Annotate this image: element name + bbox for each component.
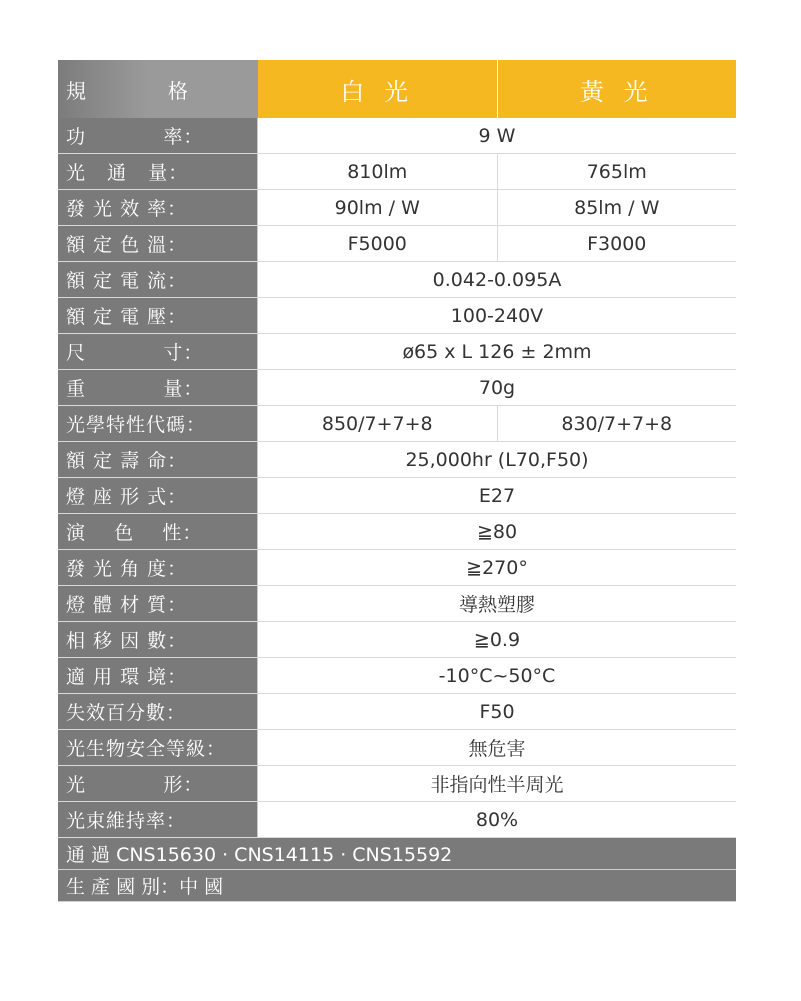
spec-label-text: 光學特性代碼：	[66, 414, 207, 436]
spec-values	[258, 154, 736, 189]
spec-label	[58, 586, 258, 621]
spec-label	[58, 622, 258, 657]
header-spec-label	[58, 60, 258, 118]
header-yellow-light: 黃 光	[497, 60, 737, 118]
spec-row	[58, 226, 736, 262]
spec-value: 70g	[478, 376, 516, 399]
spec-row	[58, 514, 736, 550]
spec-label	[58, 766, 258, 801]
spec-row	[58, 370, 736, 406]
spec-values	[258, 766, 736, 801]
header-row	[58, 60, 736, 118]
spec-label	[58, 406, 258, 441]
spec-values	[258, 514, 736, 549]
spec-value: 850/7+7+8	[321, 412, 433, 435]
spec-label	[58, 802, 258, 837]
spec-values	[258, 262, 736, 297]
spec-label	[58, 730, 258, 765]
spec-value: 810lm	[347, 160, 408, 183]
spec-row	[58, 190, 736, 226]
spec-values	[258, 586, 736, 621]
spec-values	[258, 190, 736, 225]
spec-label	[58, 478, 258, 513]
spec-value: 非指向性半周光	[430, 774, 564, 796]
spec-label-text: 功 率：	[66, 126, 204, 148]
spec-rows	[58, 118, 736, 838]
spec-value: ø65 x L 126 ± 2mm	[402, 340, 592, 363]
spec-label-text: 額 定 電 壓：	[66, 306, 188, 328]
spec-label-text: 發 光 角 度：	[66, 558, 188, 580]
spec-label-text: 發 光 效 率：	[66, 198, 188, 220]
spec-value: 9 W	[478, 124, 516, 147]
spec-label-text: 光 通 量：	[66, 162, 189, 184]
spec-row	[58, 154, 736, 190]
spec-label-text: 額 定 色 溫：	[66, 234, 188, 256]
spec-label-text: 光生物安全等級：	[66, 738, 227, 760]
spec-row	[58, 550, 736, 586]
origin-footer: 生 產 國 別：中 國	[58, 870, 736, 902]
spec-value: E27	[478, 484, 516, 507]
spec-value: 25,000hr (L70,F50)	[405, 448, 589, 471]
spec-value: 830/7+7+8	[497, 406, 737, 441]
spec-values	[258, 298, 736, 333]
spec-value: ≧270°	[466, 556, 528, 579]
spec-label	[58, 190, 258, 225]
spec-row	[58, 802, 736, 838]
spec-label	[58, 262, 258, 297]
spec-label	[58, 442, 258, 477]
header-white-light: 白 光	[258, 60, 497, 118]
spec-value: F50	[479, 700, 515, 723]
spec-label-text: 演 色 性：	[66, 522, 203, 544]
spec-row	[58, 406, 736, 442]
spec-label-text: 燈 體 材 質：	[66, 594, 188, 616]
spec-label	[58, 118, 258, 153]
header-spec-text: 規 格	[66, 78, 189, 103]
spec-label	[58, 334, 258, 369]
spec-row	[58, 730, 736, 766]
spec-label-text: 適 用 環 境：	[66, 666, 188, 688]
spec-value: 80%	[475, 808, 519, 831]
spec-value: 765lm	[497, 154, 737, 189]
spec-value: 導熱塑膠	[458, 594, 535, 616]
spec-label-text: 燈 座 形 式：	[66, 486, 188, 508]
spec-values	[258, 118, 736, 153]
spec-row	[58, 334, 736, 370]
spec-value: ≧80	[476, 520, 518, 543]
spec-row	[58, 658, 736, 694]
spec-label	[58, 370, 258, 405]
spec-value: F5000	[347, 232, 407, 255]
spec-values	[258, 226, 736, 261]
spec-row	[58, 586, 736, 622]
spec-values	[258, 334, 736, 369]
spec-row	[58, 262, 736, 298]
spec-row	[58, 766, 736, 802]
spec-label	[58, 694, 258, 729]
spec-value: 無危害	[468, 738, 526, 760]
spec-values	[258, 550, 736, 585]
spec-row	[58, 622, 736, 658]
certification-footer: 通 過 CNS15630 · CNS14115 · CNS15592	[58, 838, 736, 870]
spec-value: -10°C~50°C	[438, 664, 556, 687]
spec-values	[258, 406, 736, 441]
spec-value: 85lm / W	[497, 190, 737, 225]
spec-values	[258, 442, 736, 477]
spec-label	[58, 550, 258, 585]
spec-row	[58, 694, 736, 730]
spec-row	[58, 442, 736, 478]
spec-table	[58, 60, 736, 902]
spec-label	[58, 226, 258, 261]
spec-value: ≧0.9	[473, 628, 521, 651]
spec-label	[58, 514, 258, 549]
spec-row	[58, 478, 736, 514]
spec-values	[258, 802, 736, 837]
spec-values	[258, 370, 736, 405]
spec-label-text: 重 量：	[66, 378, 204, 400]
spec-label	[58, 658, 258, 693]
spec-label-text: 光束維持率：	[66, 810, 187, 832]
spec-value: 0.042-0.095A	[432, 268, 562, 291]
spec-value: 100-240V	[450, 304, 544, 327]
spec-values	[258, 730, 736, 765]
spec-value: F3000	[497, 226, 737, 261]
spec-label	[58, 298, 258, 333]
spec-row	[58, 298, 736, 334]
spec-value: 90lm / W	[334, 196, 420, 219]
spec-values	[258, 622, 736, 657]
header-values	[258, 60, 736, 118]
spec-label-text: 失效百分數：	[66, 702, 187, 724]
spec-values	[258, 694, 736, 729]
spec-label-text: 光 形：	[66, 774, 204, 796]
spec-values	[258, 658, 736, 693]
spec-label-text: 額 定 電 流：	[66, 270, 188, 292]
spec-row	[58, 118, 736, 154]
spec-label-text: 相 移 因 數：	[66, 630, 188, 652]
spec-label	[58, 154, 258, 189]
spec-label-text: 尺 寸：	[66, 342, 204, 364]
spec-values	[258, 478, 736, 513]
spec-label-text: 額 定 壽 命：	[66, 450, 188, 472]
